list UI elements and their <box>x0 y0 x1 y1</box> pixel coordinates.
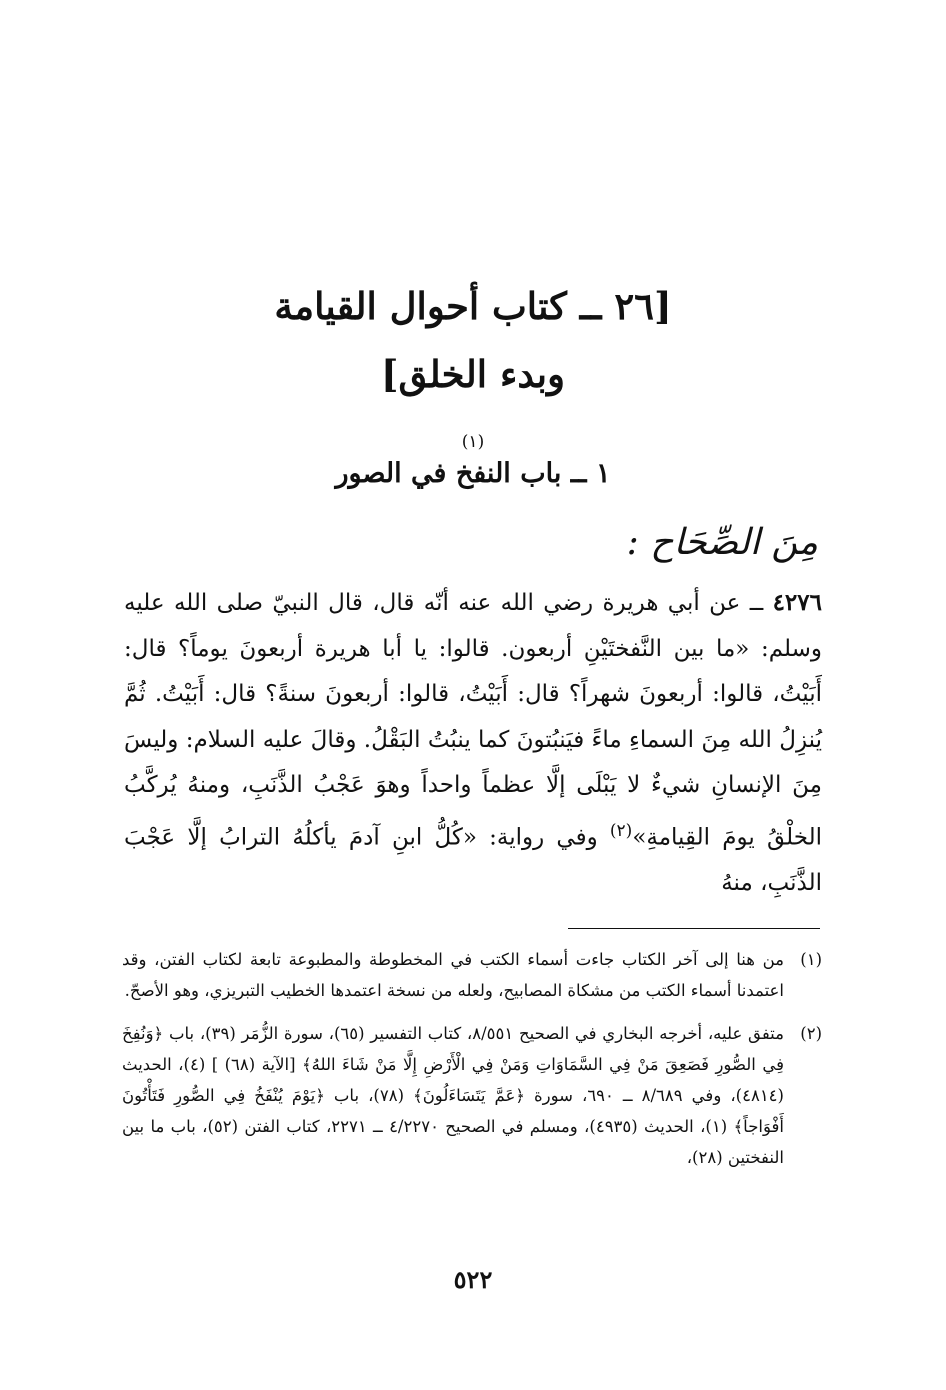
hadith-text-continued: وفي رواية: «كُلُّ ابنِ آدمَ يأكلُهُ الترابُ إلَّا عَجْبَ الذَّنَبِ، منهُ <box>124 824 822 896</box>
footnote-marker: (١) <box>800 950 822 969</box>
footnote-divider <box>568 928 820 929</box>
footnote-marker: (٢) <box>800 1024 822 1043</box>
footnote-item <box>122 1018 822 1173</box>
footnote-item <box>122 944 822 1006</box>
chapter-title <box>180 272 766 481</box>
hadith-paragraph <box>124 580 822 906</box>
hadith-number: ٤٢٧٦ <box>772 589 822 616</box>
page-number: ٥٢٢ <box>453 1265 493 1294</box>
chapter-title-line-1: [٢٦ ــ كتاب أحوال القيامة <box>274 284 672 328</box>
footnote-text: من هنا إلى آخر الكتاب جاءت أسماء الكتب في المخطوطة والمطبوعة تابعة لكتاب الفتن، وقد اعتمدنا أسماء الكتب من مشكاة المصابيح، ولعله من نسخة اعتمدها الخطيب التبريزي، وهو الأصحّ. <box>122 950 784 1000</box>
chapter-title-line-2-text: وبدء الخلق] <box>381 352 565 396</box>
footnotes-list <box>122 944 822 1185</box>
source-label: مِنَ الصِّحَاح : <box>626 522 818 563</box>
footnote-text: متفق عليه، أخرجه البخاري في الصحيح ٨/٥٥١، كتاب التفسير (٦٥)، سورة الزُّمَر (٣٩)، باب ﴿وَنُفِخَ فِي الصُّورِ فَصَعِقَ مَنْ فِي السَّمَاوَاتِ وَمَنْ فِي الْأَرْضِ إِلَّا مَنْ شَاءَ اللهُ﴾ [الآية (٦٨) ] (٤)، الحديث (٤٨١٤)، وفي ٨/٦٨٩ ــ ٦٩٠، سورة ﴿عَمَّ يَتَسَاءَلُونَ﴾ (٧٨)، باب ﴿يَوْمَ يُنْفَخُ فِي الصُّورِ فَتَأْتُونَ أَفْوَاجاً﴾ (١)، الحديث (٤٩٣٥)، ومسلم في الصحيح ٤/٢٢٧٠ ــ ٢٢٧١، كتاب الفتن (٥٢)، باب ما بين النفختين (٢٨)، <box>122 1024 784 1167</box>
section-heading: ١ ــ باب النفخ في الصور <box>335 458 611 489</box>
hadith-footnote-ref: (٢) <box>609 820 633 841</box>
chapter-footnote-ref: (١) <box>461 432 485 452</box>
hadith-text: ــ عن أبي هريرة رضي الله عنه أنّه قال، قال النبيّ صلى الله عليه وسلم: «ما بين النَّفختَيْنِ أربعون. قالوا: يا أبا هريرة أربعونَ يوماً؟ قال: أَبَيْتُ، قالوا: أربعونَ شهراً؟ قال: أَبَيْتُ، قالوا: أربعونَ سنةً؟ قال: أَبَيْتُ. ثُمَّ يُنزِلُ الله مِنَ السماءِ ماءً فيَنبُتونَ كما ينبُتُ البَقْلُ. وقالَ عليه السلام: وليسَ مِنَ الإنسانِ شيءٌ لا يَبْلَى إلَّا عظماً واحداً وهوَ عَجْبُ الذَّنَبِ، ومنهُ يُركَّبُ الخلْقُ يومَ القِيامةِ» <box>124 590 822 851</box>
